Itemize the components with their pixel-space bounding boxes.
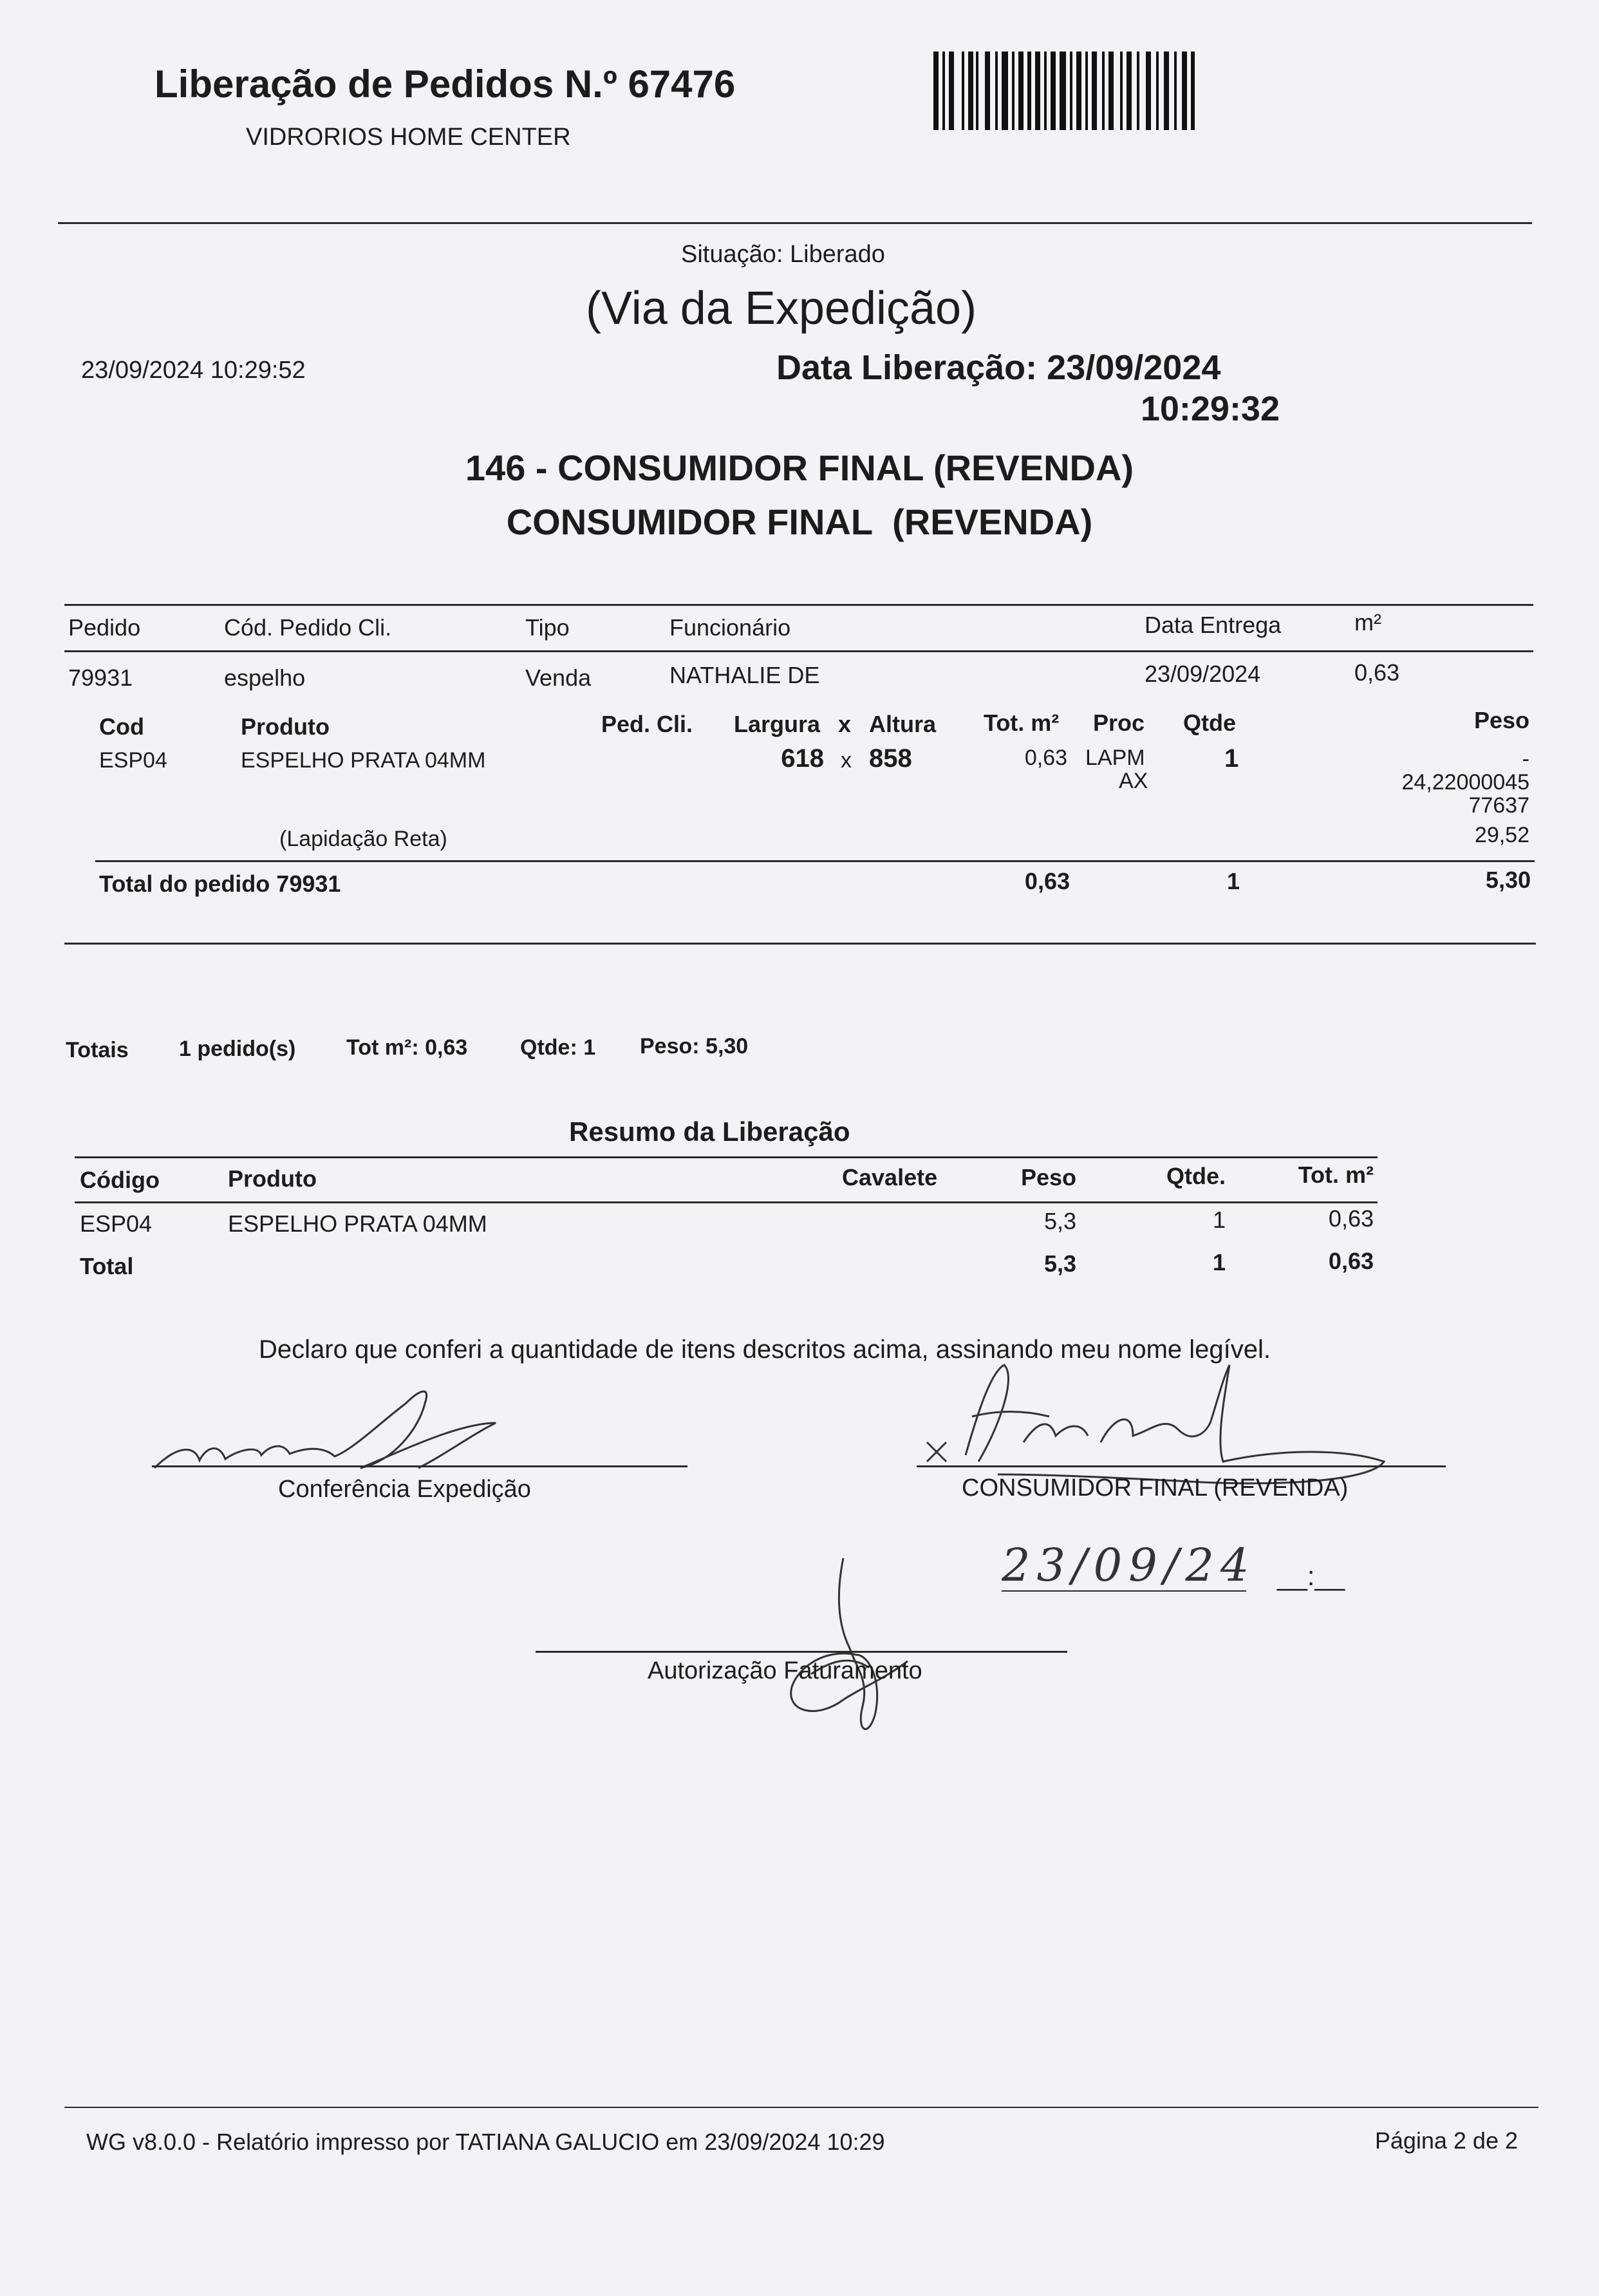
- item-col-cod: Cod: [99, 713, 144, 740]
- situation-label: Situação: Liberado: [681, 241, 885, 268]
- consumidor-line: [917, 1465, 1446, 1467]
- item-altura: 858: [869, 744, 912, 773]
- release-time: 10:29:32: [1140, 390, 1280, 428]
- items-bottom-rule: [64, 943, 1536, 945]
- item-x: x: [841, 748, 852, 773]
- header-divider: [58, 222, 1532, 224]
- order-total-m2: 0,63: [1024, 868, 1070, 894]
- autorizacao-label: Autorização Faturamento: [648, 1657, 922, 1684]
- item-note: (Lapidação Reta): [279, 827, 447, 851]
- summary-header-rule: [75, 1201, 1378, 1203]
- order-tipo: Venda: [525, 664, 592, 691]
- item-col-x: x: [838, 711, 852, 737]
- client-line-1: [0, 447, 1599, 489]
- item-peso-3: 77637: [1468, 793, 1529, 818]
- item-produto: ESPELHO PRATA 04MM: [241, 748, 486, 773]
- item-peso-2: 24,22000045: [1401, 770, 1529, 795]
- autorizacao-signature: [772, 1552, 940, 1738]
- item-col-peso: Peso: [1473, 707, 1529, 733]
- summary-tot-m2: 0,63: [1328, 1205, 1374, 1232]
- summary-qtde: 1: [1212, 1207, 1226, 1233]
- item-col-qtde: Qtde: [1183, 710, 1237, 736]
- totals-tot-m2: Tot m²: 0,63: [346, 1035, 468, 1060]
- col-funcionario: Funcionário: [669, 614, 791, 641]
- client-line-2-text: CONSUMIDOR FINAL (REVENDA): [506, 502, 1093, 542]
- footer-left: WG v8.0.0 - Relatório impresso por TATIANA GALUCIO em 23/09/2024 10:29: [86, 2129, 885, 2155]
- page-number: Página 2 de 2: [1374, 2127, 1518, 2154]
- summary-col-produto: Produto: [228, 1165, 317, 1192]
- via-label: (Via da Expedição): [586, 283, 977, 334]
- order-funcionario: NATHALIE DE: [669, 662, 820, 688]
- summary-col-qtde: Qtde.: [1166, 1163, 1226, 1189]
- release-date: Data Liberação: 23/09/2024: [776, 348, 1221, 387]
- consumidor-label: CONSUMIDOR FINAL (REVENDA): [962, 1474, 1349, 1501]
- col-m2: m²: [1354, 609, 1381, 635]
- handwritten-date: 23/09/24: [1002, 1539, 1256, 1592]
- autorizacao-line: [536, 1651, 1067, 1653]
- summary-total-peso: 5,3: [1043, 1250, 1076, 1277]
- consumidor-signature: [921, 1352, 1397, 1494]
- order-table-header-rule: [64, 650, 1533, 652]
- order-table-top-rule: [64, 604, 1533, 606]
- conferencia-label: Conferência Expedição: [278, 1476, 531, 1503]
- conferencia-signature: [148, 1378, 599, 1474]
- order-total-qtde: 1: [1227, 868, 1240, 894]
- item-peso-1: -: [1522, 747, 1529, 771]
- item-cod: ESP04: [99, 748, 167, 773]
- item-tot-m2: 0,63: [1024, 746, 1067, 770]
- summary-total-tot-m2: 0,63: [1328, 1248, 1374, 1274]
- item-col-ped-cli: Ped. Cli.: [601, 711, 693, 737]
- item-col-tot-m2: Tot. m²: [984, 710, 1060, 736]
- order-total-label: Total do pedido 79931: [99, 870, 341, 897]
- summary-top-rule: [75, 1156, 1378, 1158]
- col-pedido: Pedido: [68, 614, 141, 641]
- summary-col-cavalete: Cavalete: [842, 1164, 938, 1190]
- item-largura: 618: [781, 744, 824, 773]
- client-line-1-text: 146 - CONSUMIDOR FINAL (REVENDA): [465, 447, 1134, 488]
- item-col-produto: Produto: [241, 713, 330, 740]
- totals-qtde: Qtde: 1: [520, 1035, 596, 1060]
- time-blank: __:__: [1277, 1561, 1345, 1591]
- item-col-altura: Altura: [869, 711, 937, 737]
- summary-codigo: ESP04: [80, 1210, 153, 1237]
- order-m2: 0,63: [1354, 659, 1400, 686]
- barcode: [933, 52, 1195, 130]
- client-line-2: [0, 501, 1599, 543]
- order-pedido: 79931: [68, 664, 133, 691]
- item-col-proc: Proc: [1093, 710, 1145, 736]
- conferencia-line: [152, 1465, 687, 1467]
- item-proc-2: AX: [1119, 769, 1148, 793]
- totals-pedidos: 1 pedido(s): [179, 1037, 296, 1061]
- col-tipo: Tipo: [525, 614, 570, 641]
- summary-peso: 5,3: [1043, 1208, 1076, 1234]
- totals-label: Totais: [66, 1038, 129, 1062]
- summary-col-peso: Peso: [1020, 1164, 1076, 1190]
- print-datetime: 23/09/2024 10:29:52: [81, 357, 306, 384]
- summary-col-tot-m2: Tot. m²: [1298, 1162, 1374, 1188]
- summary-col-codigo: Código: [80, 1167, 160, 1193]
- item-proc-1: LAPM: [1085, 746, 1145, 770]
- date-line: [1002, 1590, 1246, 1592]
- company-name: VIDRORIOS HOME CENTER: [246, 124, 571, 151]
- item-peso-4: 29,52: [1474, 823, 1529, 847]
- summary-produto: ESPELHO PRATA 04MM: [228, 1210, 487, 1237]
- summary-total-label: Total: [80, 1253, 134, 1279]
- col-data-entrega: Data Entrega: [1145, 612, 1282, 638]
- totals-peso: Peso: 5,30: [640, 1034, 749, 1059]
- footer-rule: [64, 2107, 1538, 2108]
- declaration-text: Declaro que conferi a quantidade de itens descritos acima, assinando meu nome legível.: [259, 1335, 1271, 1364]
- summary-title: Resumo da Liberação: [569, 1116, 850, 1147]
- item-total-rule: [95, 860, 1535, 862]
- item-qtde: 1: [1224, 744, 1239, 773]
- order-data-entrega: 23/09/2024: [1145, 661, 1261, 687]
- order-total-peso: 5,30: [1485, 867, 1531, 893]
- col-cod-pedido-cli: Cód. Pedido Cli.: [224, 614, 392, 641]
- order-cod-pedido-cli: espelho: [224, 664, 306, 691]
- summary-total-qtde: 1: [1212, 1249, 1226, 1275]
- document-title: Liberação de Pedidos N.º 67476: [154, 62, 736, 106]
- item-col-largura: Largura: [734, 711, 821, 737]
